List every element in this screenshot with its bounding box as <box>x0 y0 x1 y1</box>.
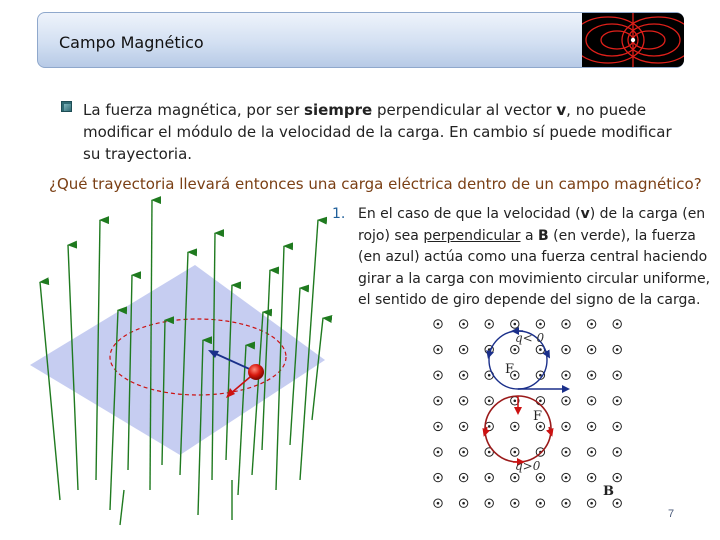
field-dot-center <box>514 502 517 505</box>
field-dot-center <box>462 323 465 326</box>
field-dot-center <box>565 374 568 377</box>
item-text <box>358 204 712 312</box>
field-dot-center <box>590 476 593 479</box>
field-dot-center <box>590 323 593 326</box>
field-dot-center <box>539 348 542 351</box>
item-number: 1. <box>332 206 346 222</box>
charge-ball <box>248 364 264 380</box>
field-dot-center <box>462 400 465 403</box>
field-dot-center <box>539 323 542 326</box>
bullet-emphasis: siempre <box>304 101 373 119</box>
field-dot-center <box>488 323 491 326</box>
field-dot-center <box>462 425 465 428</box>
dipole-field-image <box>582 13 684 67</box>
field-dot-center <box>437 425 440 428</box>
label-q-positive: q>0 <box>515 459 541 473</box>
field-dot-center <box>616 374 619 377</box>
bullet-text: La fuerza magnética, por ser <box>83 101 305 119</box>
label-force-bottom: F <box>533 409 543 424</box>
field-dot-center <box>565 425 568 428</box>
field-dot-center <box>488 400 491 403</box>
field-dot-center <box>514 476 517 479</box>
bullet-text: perpendicular al vector <box>372 101 557 119</box>
field-dot-center <box>488 451 491 454</box>
field-dot-center <box>437 348 440 351</box>
field-dot-center <box>616 451 619 454</box>
field-dot-center <box>462 451 465 454</box>
field-dot-center <box>488 425 491 428</box>
numbered-item-1 <box>332 204 712 312</box>
field-dot-center <box>437 323 440 326</box>
field-dot-center <box>565 400 568 403</box>
page-title: Campo Magnético <box>59 33 204 52</box>
field-dot-center <box>437 374 440 377</box>
item-vector-b: B <box>538 227 549 244</box>
magnetic-field-lines-logo <box>582 13 684 67</box>
field-dot-center <box>590 502 593 505</box>
field-dot-center <box>539 400 542 403</box>
field-dot-center <box>462 348 465 351</box>
field-dot-center <box>514 348 517 351</box>
field-dot-center <box>565 502 568 505</box>
field-dot-center <box>539 476 542 479</box>
question-heading: ¿Qué trayectoria llevará entonces una carga eléctrica dentro de un campo magnético? <box>49 175 702 193</box>
field-dot-center <box>437 451 440 454</box>
field-dot-center <box>616 502 619 505</box>
field-dot-center <box>590 348 593 351</box>
2d-field-diagram <box>425 315 635 515</box>
field-dot-center <box>565 348 568 351</box>
field-dot-center <box>565 323 568 326</box>
field-dot-center <box>539 502 542 505</box>
bullet-text: , no puede modificar el módulo de la velocidad de la carga. En cambio sí puede modificar su trayectoria. <box>83 101 672 163</box>
field-dot-center <box>565 476 568 479</box>
item-text-part: (en verde), la fuerza (en azul) actúa como una fuerza central haciendo girar a la carga con movimiento circular uniforme, el sentido de giro depende del signo de la carga. <box>358 227 711 308</box>
field-dot-center <box>616 425 619 428</box>
field-dot-center <box>514 400 517 403</box>
field-dot-center <box>565 451 568 454</box>
field-dot-center <box>514 451 517 454</box>
field-dot-center <box>590 425 593 428</box>
label-q-negative: q< 0 <box>515 331 545 345</box>
bullet-square-icon <box>61 101 72 112</box>
field-dot-center <box>590 374 593 377</box>
field-dot-center <box>616 400 619 403</box>
field-dot-center <box>616 348 619 351</box>
item-text-part: a <box>520 227 539 244</box>
title-bar <box>37 12 684 68</box>
field-dot-center <box>539 425 542 428</box>
field-dot-center <box>590 400 593 403</box>
page-number: 7 <box>668 508 675 520</box>
item-vector-v: v <box>580 206 590 222</box>
field-dot-center <box>437 502 440 505</box>
field-dot-center <box>437 400 440 403</box>
label-force-top: F <box>505 362 515 377</box>
bullet-paragraph <box>83 99 693 165</box>
item-text-part: ) de la carga (en rojo) sea <box>358 206 706 244</box>
field-dot-center <box>488 374 491 377</box>
field-dot-center <box>488 502 491 505</box>
field-dot-center <box>514 323 517 326</box>
item-underlined-word: perpendicular <box>423 227 521 244</box>
field-dot-center <box>590 451 593 454</box>
field-dot-center <box>437 476 440 479</box>
field-dot-center <box>616 323 619 326</box>
field-dot-center <box>462 374 465 377</box>
field-dot-center <box>462 476 465 479</box>
3d-field-illustration <box>0 190 335 530</box>
label-field-b: B <box>603 484 614 499</box>
field-out-of-page-grid <box>434 320 622 508</box>
field-dot-center <box>616 476 619 479</box>
field-dot-center <box>488 476 491 479</box>
field-dot-center <box>514 425 517 428</box>
field-dot-center <box>462 502 465 505</box>
bullet-vector-v: v <box>556 101 567 119</box>
item-text-part: En el caso de que la velocidad ( <box>358 206 581 222</box>
